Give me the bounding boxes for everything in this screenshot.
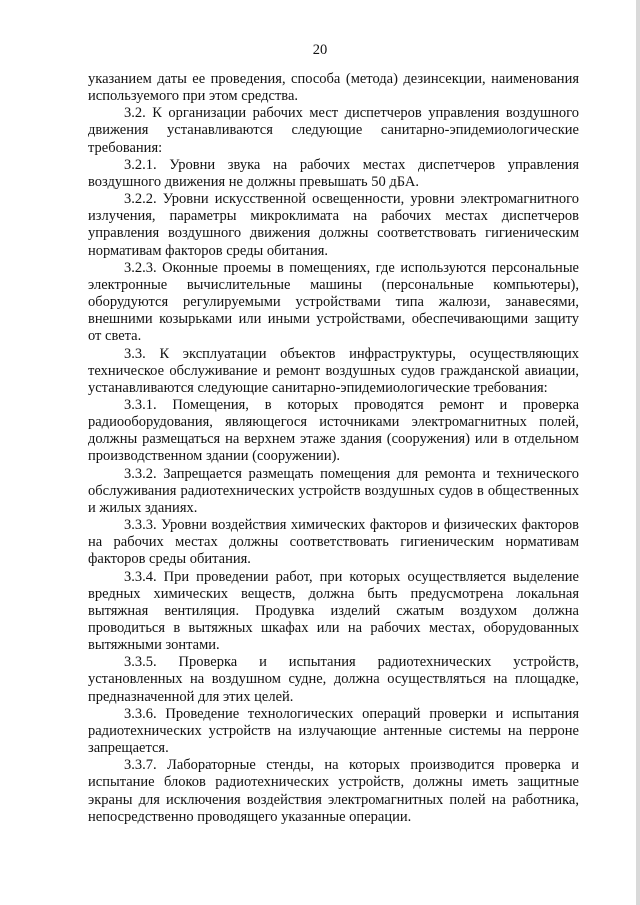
scan-edge: [636, 0, 640, 905]
paragraph-3-2: 3.2. К организации рабочих мест диспетчеров управления воздушного движения устанавливаются следующие санитарно-эпидемиологические требования:: [88, 105, 579, 156]
paragraph-3-3-7: 3.3.7. Лабораторные стенды, на которых производится проверка и испытание блоков радиотехнических устройств, должны иметь защитные экраны для исключения воздействия электромагнитных полей на работника, непосредственно проводящего указанные операции.: [88, 757, 579, 825]
paragraph-3-3-1: 3.3.1. Помещения, в которых проводятся ремонт и проверка радиооборудования, являющегося источниками электромагнитных полей, должны размещаться на верхнем этаже здания (сооружения) или в отдельном производственном здании (сооружении).: [88, 396, 579, 465]
paragraph-3-3: 3.3. К эксплуатации объектов инфраструктуры, осуществляющих техническое обслуживание и ремонт воздушных судов гражданской авиации, устанавливаются следующие санитарно-эпидемиологические требования:: [88, 345, 579, 396]
page-number: 20: [312, 42, 328, 58]
paragraph-continuation: указанием даты ее проведения, способа (метода) дезинсекции, наименования используемого при этом средства.: [88, 71, 579, 105]
paragraph-3-3-5: 3.3.5. Проверка и испытания радиотехнических устройств, установленных на воздушном судне, должна осуществляться на площадке, предназначенной для этих целей.: [88, 654, 579, 705]
paragraph-3-3-6: 3.3.6. Проведение технологических операций проверки и испытания радиотехнических устройств на излучающие антенные системы на перроне запрещается.: [88, 705, 579, 757]
paragraph-3-3-3: 3.3.3. Уровни воздействия химических факторов и физических факторов на рабочих местах должны соответствовать гигиеническим нормативам факторов среды обитания.: [88, 517, 579, 568]
paragraph-3-2-1: 3.2.1. Уровни звука на рабочих местах диспетчеров управления воздушного движения не должны превышать 50 дБА.: [88, 156, 579, 190]
paragraph-3-3-2: 3.3.2. Запрещается размещать помещения для ремонта и технического обслуживания радиотехнических устройств воздушных судов в общественных и жилых зданиях.: [88, 465, 579, 516]
paragraph-3-2-3: 3.2.3. Оконные проемы в помещениях, где используются персональные электронные вычислительные машины (персональные компьютеры), оборудуются регулируемыми устройствами типа жалюзи, занавесями, внешними козырьками или иными устройствами, обеспечивающими защиту от света.: [88, 259, 579, 345]
paragraph-3-3-4: 3.3.4. При проведении работ, при которых осуществляется выделение вредных химических веществ, должна быть предусмотрена локальная вытяжная вентиляция. Продувка изделий сжатым воздухом должна проводиться в вытяжных шкафах или на рабочих местах, оборудованных вытяжными зонтами.: [88, 568, 579, 654]
paragraph-3-2-2: 3.2.2. Уровни искусственной освещенности, уровни электромагнитного излучения, параметры микроклимата на рабочих местах диспетчеров управления воздушного движения должны соответствовать гигиеническим нормативам факторов среды обитания.: [88, 191, 579, 259]
document-body: [88, 71, 579, 826]
